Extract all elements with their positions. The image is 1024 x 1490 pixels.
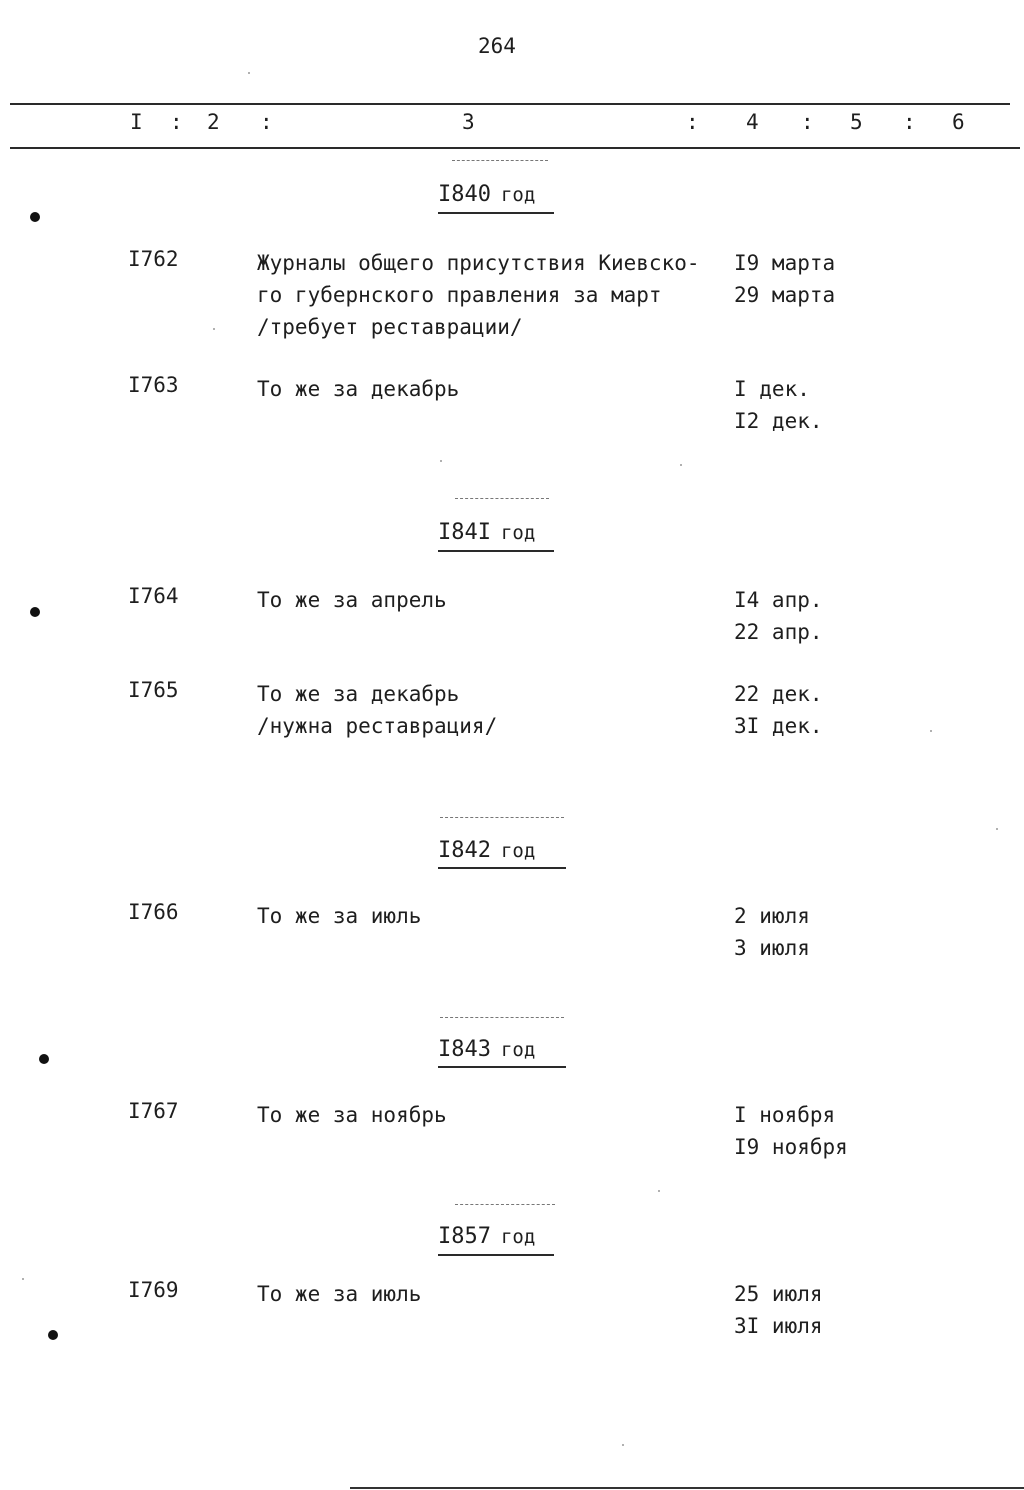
year-unit: год xyxy=(500,522,536,544)
end-date: I2 дек. xyxy=(734,409,823,433)
header-top-rule xyxy=(10,103,1010,105)
year-underline xyxy=(438,867,566,869)
year-unit: год xyxy=(500,840,536,862)
entry-description xyxy=(257,900,421,932)
year-heading xyxy=(438,1224,535,1249)
scan-speck xyxy=(248,72,250,74)
year-heading xyxy=(438,182,535,207)
entry-dates xyxy=(734,373,823,437)
scan-speck xyxy=(658,1190,660,1192)
end-date: I9 ноября xyxy=(734,1135,848,1159)
description-line: /требует реставрации/ xyxy=(257,315,523,339)
scan-speck xyxy=(622,1444,624,1446)
entry-number: I767 xyxy=(128,1099,179,1123)
column-separator: : xyxy=(801,110,814,134)
year-heading xyxy=(438,520,535,545)
section-divider xyxy=(440,1017,564,1018)
year-unit: год xyxy=(500,1226,536,1248)
entry-number: I769 xyxy=(128,1278,179,1302)
entry-dates xyxy=(734,584,823,648)
entry-number: I766 xyxy=(128,900,179,924)
column-3-number: 3 xyxy=(462,110,475,134)
year-number: I84I xyxy=(438,520,491,545)
entry-description xyxy=(257,1278,421,1310)
year-number: I843 xyxy=(438,1037,491,1062)
section-divider xyxy=(440,817,564,818)
year-unit: год xyxy=(500,1039,536,1061)
end-date: 3I июля xyxy=(734,1314,823,1338)
scan-speck xyxy=(996,828,998,830)
section-divider xyxy=(455,498,549,499)
description-line: /нужна реставрация/ xyxy=(257,714,498,738)
start-date: I4 апр. xyxy=(734,588,823,612)
end-date: 3 июля xyxy=(734,936,810,960)
entry-number: I764 xyxy=(128,584,179,608)
scan-speck xyxy=(440,460,442,462)
column-separator: : xyxy=(686,110,699,134)
year-heading xyxy=(438,1037,535,1062)
year-number: I840 xyxy=(438,182,491,207)
entry-description xyxy=(257,373,459,405)
page-number: 264 xyxy=(478,34,516,58)
punch-hole-mark xyxy=(48,1330,58,1340)
year-heading xyxy=(438,838,535,863)
column-4-number: 4 xyxy=(746,110,759,134)
column-separator: : xyxy=(260,110,273,134)
description-line: То же за апрель xyxy=(257,588,447,612)
column-1-number: I xyxy=(130,110,143,134)
description-line: То же за июль xyxy=(257,904,422,928)
section-divider xyxy=(452,160,548,161)
punch-hole-mark xyxy=(39,1054,49,1064)
start-date: I9 марта xyxy=(734,251,836,275)
entry-dates xyxy=(734,1099,848,1163)
column-separator: : xyxy=(170,110,183,134)
end-date: 22 апр. xyxy=(734,620,823,644)
entry-description xyxy=(257,1099,447,1131)
entry-description xyxy=(257,678,497,742)
entry-description xyxy=(257,584,447,616)
year-underline xyxy=(438,1066,566,1068)
scan-speck xyxy=(680,464,682,466)
scan-speck xyxy=(22,1278,24,1280)
start-date: 2 июля xyxy=(734,904,810,928)
column-6-number: 6 xyxy=(952,110,965,134)
start-date: I ноября xyxy=(734,1103,836,1127)
header-bottom-rule xyxy=(10,147,1020,149)
entry-number: I763 xyxy=(128,373,179,397)
year-underline xyxy=(438,212,554,214)
entry-dates xyxy=(734,678,823,742)
scan-speck xyxy=(213,328,215,330)
column-2-number: 2 xyxy=(207,110,220,134)
entry-number: I762 xyxy=(128,247,179,271)
entry-dates xyxy=(734,247,835,311)
punch-hole-mark xyxy=(30,607,40,617)
start-date: 22 дек. xyxy=(734,682,823,706)
end-date: 29 марта xyxy=(734,283,836,307)
description-line: То же за ноябрь xyxy=(257,1103,447,1127)
section-divider xyxy=(455,1204,555,1205)
description-line: То же за июль xyxy=(257,1282,422,1306)
entry-number: I765 xyxy=(128,678,179,702)
description-line: То же за декабрь xyxy=(257,377,460,401)
column-separator: : xyxy=(903,110,916,134)
year-underline xyxy=(438,550,554,552)
year-number: I842 xyxy=(438,838,491,863)
column-5-number: 5 xyxy=(850,110,863,134)
entry-dates xyxy=(734,1278,823,1342)
end-date: 3I дек. xyxy=(734,714,823,738)
page-bottom-edge xyxy=(350,1487,1024,1489)
entry-description xyxy=(257,247,700,343)
scan-speck xyxy=(930,730,932,732)
description-line: То же за декабрь xyxy=(257,682,460,706)
description-line: Журналы общего присутствия Киевско- xyxy=(257,251,700,275)
punch-hole-mark xyxy=(30,212,40,222)
year-unit: год xyxy=(500,184,536,206)
entry-dates xyxy=(734,900,810,964)
description-line: го губернского правления за март xyxy=(257,283,662,307)
start-date: I дек. xyxy=(734,377,810,401)
start-date: 25 июля xyxy=(734,1282,823,1306)
year-number: I857 xyxy=(438,1224,491,1249)
year-underline xyxy=(438,1254,554,1256)
